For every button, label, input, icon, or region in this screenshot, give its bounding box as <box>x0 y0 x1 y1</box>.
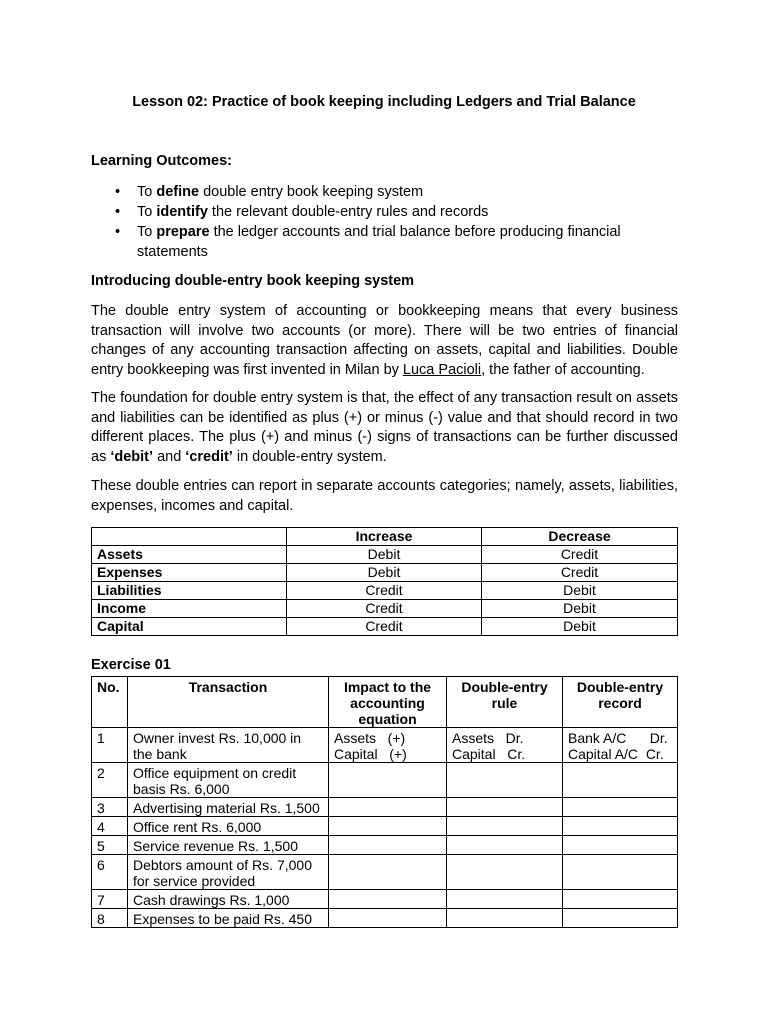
rule-cell[interactable] <box>447 909 563 928</box>
table-row <box>92 890 678 909</box>
rule-cell[interactable] <box>447 798 563 817</box>
luca-pacioli-link[interactable]: Luca Pacioli <box>402 361 482 378</box>
intro-paragraph-2: The foundation for double entry system is that, the effect of any transaction result on assets and liabilities can be identified as plus (+) or minus (-) value and that should record in two different places. The plus (+) and minus (-) signs of transactions can be further discussed as ‘debit’ and ‘credit’ in double-entry system. <box>91 390 678 465</box>
list-item: • To prepare the ledger accounts and trial balance before producing financial statements <box>91 222 651 262</box>
transaction-cell: Cash drawings Rs. 1,000 <box>128 890 329 909</box>
transaction-cell: Owner invest Rs. 10,000 in the bank <box>128 728 329 763</box>
impact-cell[interactable] <box>329 855 447 890</box>
intro-paragraph-1: The double entry system of accounting or bookkeeping means that every business transaction will involve two accounts (or more). There will be two entries of financial changes of any accounting transaction affecting on assets, capital and liabilities. Double entry bookkeeping was first invented in Milan by Luca Pacioli, the father of accounting. <box>91 303 678 378</box>
account-type: Assets <box>92 546 287 564</box>
increase-cell: Credit <box>287 582 482 600</box>
column-header: Double-entry record <box>563 677 678 728</box>
row-number: 1 <box>92 728 128 763</box>
increase-cell: Credit <box>287 600 482 618</box>
impact-cell[interactable] <box>329 836 447 855</box>
increase-cell: Credit <box>287 618 482 636</box>
table-row <box>92 600 678 618</box>
row-number: 7 <box>92 890 128 909</box>
record-cell[interactable] <box>563 855 678 890</box>
account-type: Liabilities <box>92 582 287 600</box>
transaction-cell: Expenses to be paid Rs. 450 <box>128 909 329 928</box>
decrease-cell: Credit <box>482 546 678 564</box>
transaction-cell: Debtors amount of Rs. 7,000 for service provided <box>128 855 329 890</box>
record-cell[interactable] <box>563 890 678 909</box>
row-number: 2 <box>92 763 128 798</box>
decrease-cell: Debit <box>482 582 678 600</box>
table-row <box>92 582 678 600</box>
exercise-heading: Exercise 01 <box>91 657 171 673</box>
table-row <box>92 836 678 855</box>
list-item: • To identify the relevant double-entry rules and records <box>91 202 651 222</box>
table-header-row <box>92 528 678 546</box>
transaction-cell: Service revenue Rs. 1,500 <box>128 836 329 855</box>
row-number: 4 <box>92 817 128 836</box>
decrease-cell: Credit <box>482 564 678 582</box>
table-row <box>92 817 678 836</box>
column-header: Impact to the accounting equation <box>329 677 447 728</box>
transaction-cell: Advertising material Rs. 1,500 <box>128 798 329 817</box>
table-row <box>92 728 678 763</box>
table-row <box>92 763 678 798</box>
account-type: Income <box>92 600 287 618</box>
table-row <box>92 855 678 890</box>
record-cell[interactable] <box>563 763 678 798</box>
exercise-table <box>91 676 678 928</box>
increase-cell: Debit <box>287 564 482 582</box>
rule-cell: Assets Dr. Capital Cr. <box>447 728 563 763</box>
column-header: Increase <box>287 528 482 546</box>
column-header: No. <box>92 677 128 728</box>
column-header: Decrease <box>482 528 678 546</box>
impact-cell[interactable] <box>329 817 447 836</box>
record-cell[interactable] <box>563 798 678 817</box>
list-item: • To define double entry book keeping system <box>91 182 651 202</box>
row-number: 8 <box>92 909 128 928</box>
column-header: Double-entry rule <box>447 677 563 728</box>
record-cell[interactable] <box>563 909 678 928</box>
debit-credit-rules-table <box>91 527 678 636</box>
impact-cell[interactable] <box>329 909 447 928</box>
table-row <box>92 546 678 564</box>
impact-cell: Assets (+) Capital (+) <box>329 728 447 763</box>
rule-cell[interactable] <box>447 763 563 798</box>
rule-cell[interactable] <box>447 817 563 836</box>
rule-cell[interactable] <box>447 836 563 855</box>
account-type: Capital <box>92 618 287 636</box>
transaction-cell: Office equipment on credit basis Rs. 6,000 <box>128 763 329 798</box>
impact-cell[interactable] <box>329 890 447 909</box>
impact-cell[interactable] <box>329 763 447 798</box>
rule-cell[interactable] <box>447 855 563 890</box>
outcomes-list <box>91 182 651 262</box>
decrease-cell: Debit <box>482 618 678 636</box>
increase-cell: Debit <box>287 546 482 564</box>
table-header-row <box>92 677 678 728</box>
intro-paragraph-3: These double entries can report in separate accounts categories; namely, assets, liabilities, expenses, incomes and capital. <box>91 478 678 514</box>
transaction-cell: Office rent Rs. 6,000 <box>128 817 329 836</box>
record-cell[interactable] <box>563 817 678 836</box>
page-title: Lesson 02: Practice of book keeping including Ledgers and Trial Balance <box>132 94 636 110</box>
column-header <box>92 528 287 546</box>
record-cell[interactable] <box>563 836 678 855</box>
table-row <box>92 798 678 817</box>
record-cell: Bank A/C Dr. Capital A/C Cr. <box>563 728 678 763</box>
table-row <box>92 564 678 582</box>
learning-outcomes-heading: Learning Outcomes: <box>91 153 232 169</box>
row-number: 5 <box>92 836 128 855</box>
rule-cell[interactable] <box>447 890 563 909</box>
table-row <box>92 909 678 928</box>
intro-heading: Introducing double-entry book keeping system <box>91 273 415 289</box>
impact-cell[interactable] <box>329 798 447 817</box>
account-type: Expenses <box>92 564 287 582</box>
row-number: 3 <box>92 798 128 817</box>
column-header: Transaction <box>128 677 329 728</box>
decrease-cell: Debit <box>482 600 678 618</box>
table-row <box>92 618 678 636</box>
row-number: 6 <box>92 855 128 890</box>
